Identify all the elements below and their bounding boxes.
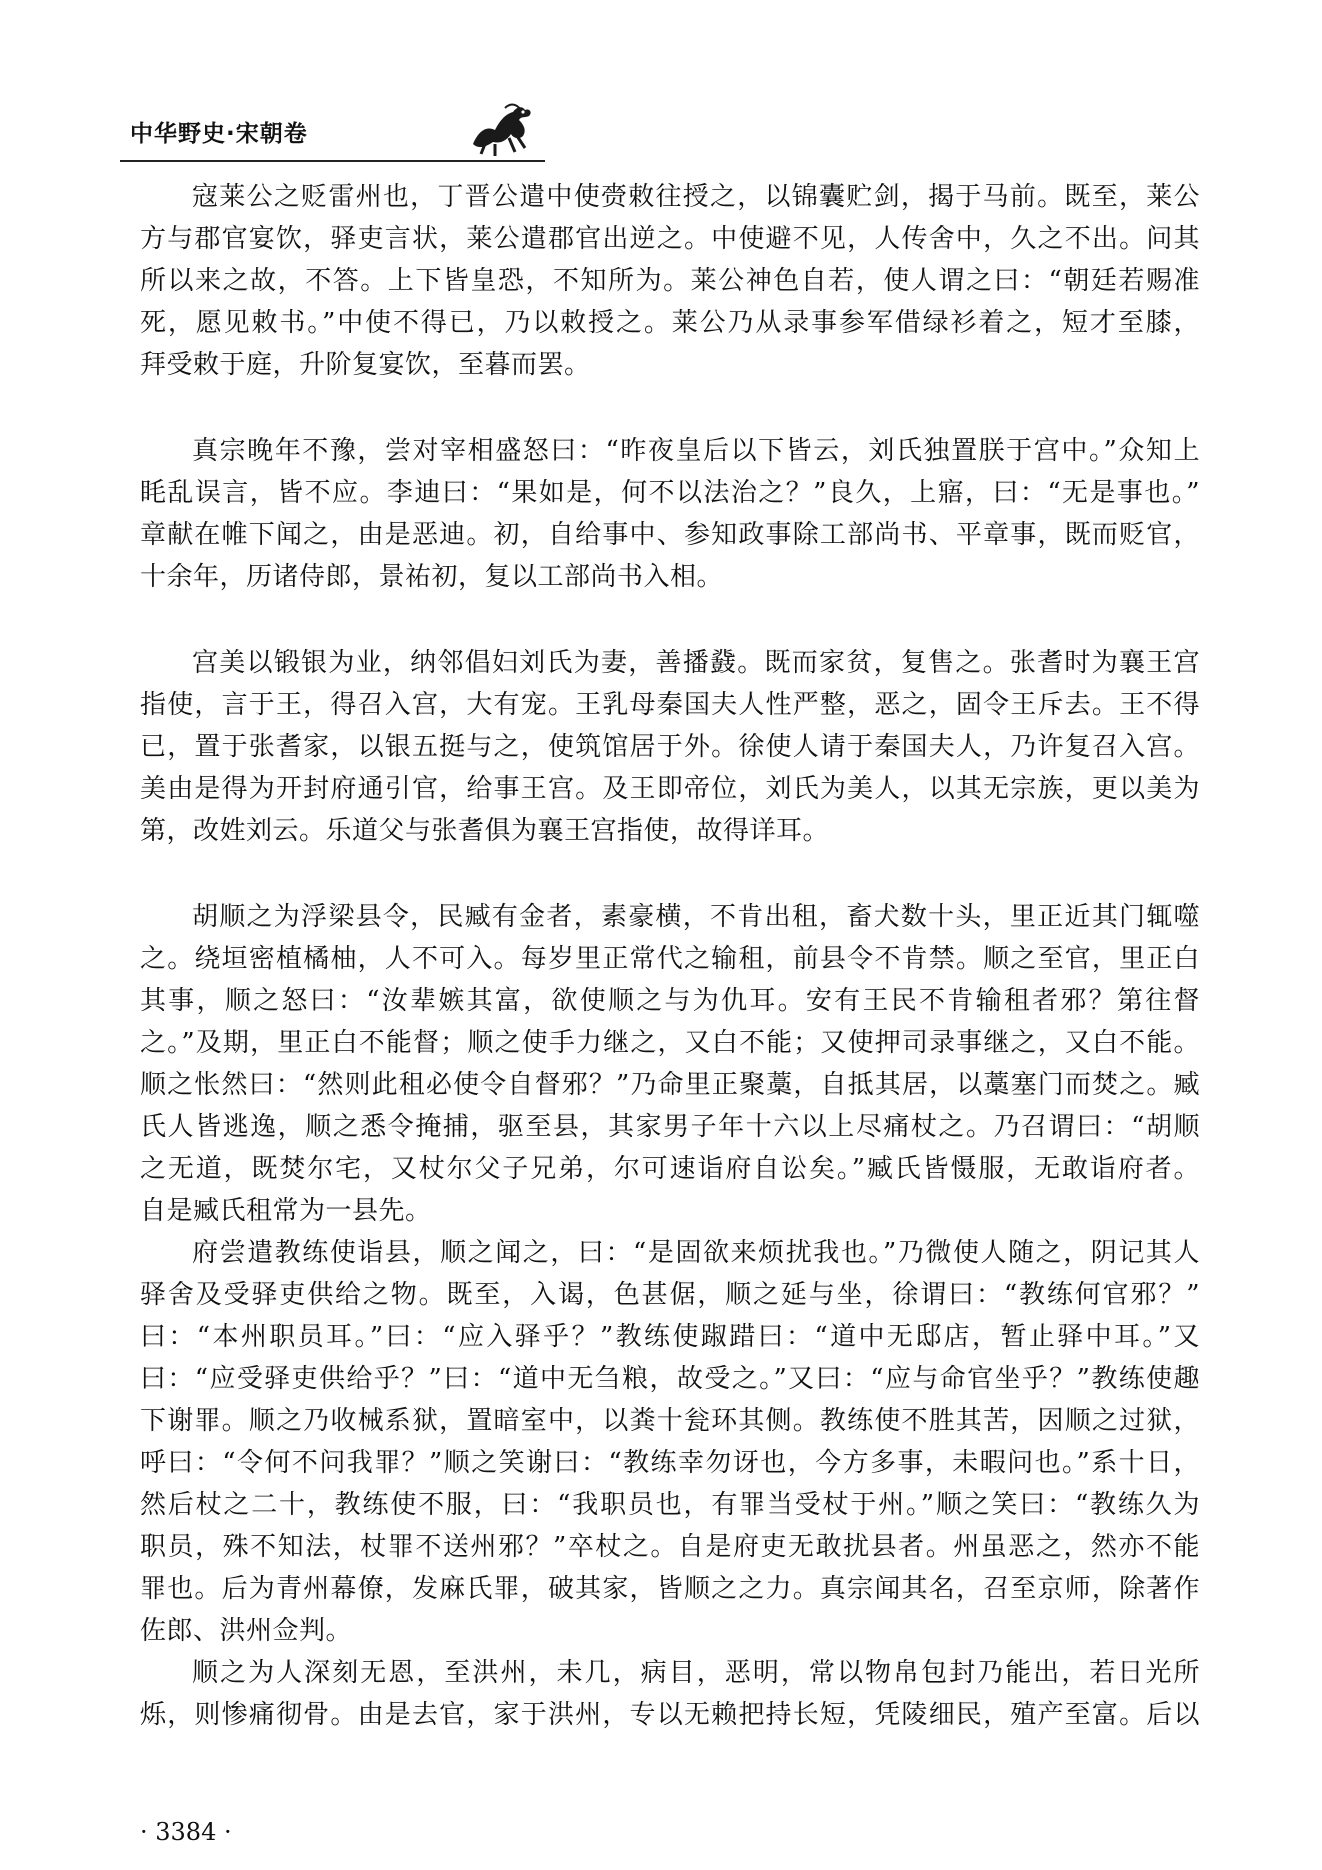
text-line: 寇莱公之贬雷州也，丁晋公遣中使赍敕往授之，以锦囊贮剑，揭于马前。既至，莱公 (192, 182, 1200, 212)
text-line: 真宗晚年不豫，尝对宰相盛怒曰：“昨夜皇后以下皆云，刘氏独置朕于宫中。”众知上 (192, 436, 1200, 466)
text-line: 之。绕垣密植橘柚，人不可入。每岁里正常代之输租，前县令不肯禁。顺之至官，里正白 (140, 944, 1200, 974)
text-line: 其事，顺之怒曰：“汝辈嫉其富，欲使顺之与为仇耳。安有王民不肯输租者邪？第往督 (140, 986, 1200, 1016)
text-line: 美由是得为开封府通引官，给事王宫。及王即帝位，刘氏为美人，以其无宗族，更以美为 (140, 774, 1200, 804)
text-line: 眊乱误言，皆不应。李迪曰：“果如是，何不以法治之？”良久，上寤，曰：“无是事也。” (140, 478, 1200, 508)
paragraph (140, 1652, 1200, 1736)
paragraph (140, 642, 1200, 852)
text-line: 已，置于张耆家，以银五挺与之，使筑馆居于外。徐使人请于秦国夫人，乃许复召入宫。 (140, 732, 1200, 762)
header-rule (120, 160, 545, 162)
text-line: 呼曰：“令何不问我罪？”顺之笑谢曰：“教练幸勿讶也，今方多事，未暇问也。”系十日， (140, 1448, 1200, 1478)
text-line: 顺之为人深刻无恩，至洪州，未几，病目，恶明，常以物帛包封乃能出，若日光所 (192, 1658, 1200, 1688)
paragraph (140, 176, 1200, 386)
paragraph (140, 1232, 1200, 1652)
paragraph (140, 896, 1200, 1232)
book-title: 中华野史·宋朝卷 (130, 121, 308, 147)
text-line: 职员，殊不知法，杖罪不送州邪？”卒杖之。自是府吏无敢扰县者。州虽恶之，然亦不能 (140, 1532, 1200, 1562)
text-line: 烁，则惨痛彻骨。由是去官，家于洪州，专以无赖把持长短，凭陵细民，殖产至富。后以 (140, 1700, 1200, 1730)
text-line: 驿舍及受驿吏供给之物。既至，入谒，色甚倨，顺之延与坐，徐谓曰：“教练何官邪？” (140, 1280, 1200, 1310)
text-line: 然后杖之二十，教练使不服，曰：“我职员也，有罪当受杖于州。”顺之笑曰：“教练久为 (140, 1490, 1200, 1520)
text-line: 第，改姓刘云。乐道父与张耆俱为襄王宫指使，故得详耳。 (140, 816, 830, 846)
text-line: 胡顺之为浮梁县令，民臧有金者，素豪横，不肯出租，畜犬数十头，里正近其门辄噬 (192, 902, 1200, 932)
page-number: · 3384 · (140, 1818, 232, 1846)
text-line: 下谢罪。顺之乃收械系狱，置暗室中，以粪十瓮环其侧。教练使不胜其苦，因顺之过狱， (140, 1406, 1200, 1436)
text-line: 十余年，历诸侍郎，景祐初，复以工部尚书入相。 (140, 562, 724, 592)
text-line: 曰：“本州职员耳。”曰：“应入驿乎？”教练使踧踖曰：“道中无邸店，暂止驿中耳。”又 (140, 1322, 1200, 1352)
text-line: 章献在帷下闻之，由是恶迪。初，自给事中、参知政事除工部尚书、平章事，既而贬官， (140, 520, 1200, 550)
text-line: 方与郡官宴饮，驿吏言状，莱公遣郡官出逆之。中使避不见，人传舍中，久之不出。问其 (140, 224, 1200, 254)
text-line: 宫美以锻银为业，纳邻倡妇刘氏为妻，善播鼗。既而家贫，复售之。张耆时为襄王宫 (192, 648, 1200, 678)
running-header (130, 100, 542, 158)
text-line: 拜受敕于庭，升阶复宴饮，至暮而罢。 (140, 350, 591, 380)
paragraph (140, 430, 1200, 598)
text-line: 佐郎、洪州佥判。 (140, 1616, 353, 1646)
text-line: 之无道，既焚尔宅，又杖尔父子兄弟，尔可速诣府自讼矣。”臧氏皆慑服，无敢诣府者。 (140, 1154, 1200, 1184)
text-line: 所以来之故，不答。上下皆皇恐，不知所为。莱公神色自若，使人谓之曰：“朝廷若赐准 (140, 266, 1200, 296)
dragon-emblem-icon (465, 100, 537, 158)
text-line: 府尝遣教练使诣县，顺之闻之，曰：“是固欲来烦扰我也。”乃微使人随之，阴记其人 (192, 1238, 1200, 1268)
text-line: 氏人皆逃逸，顺之悉令掩捕，驱至县，其家男子年十六以上尽痛杖之。乃召谓曰：“胡顺 (140, 1112, 1200, 1142)
text-line: 指使，言于王，得召入宫，大有宠。王乳母秦国夫人性严整，恶之，固令王斥去。王不得 (140, 690, 1200, 720)
text-line: 曰：“应受驿吏供给乎？”曰：“道中无刍粮，故受之。”又曰：“应与命官坐乎？”教练使趣 (140, 1364, 1200, 1394)
text-line: 顺之怅然曰：“然则此租必使令自督邪？”乃命里正聚藁，自抵其居，以藁塞门而焚之。臧 (140, 1070, 1200, 1100)
text-line: 自是臧氏租常为一县先。 (140, 1196, 432, 1226)
text-line: 之。”及期，里正白不能督；顺之使手力继之，又白不能；又使押司录事继之，又白不能。 (140, 1028, 1200, 1058)
text-line: 罪也。后为青州幕僚，发麻氏罪，破其家，皆顺之之力。真宗闻其名，召至京师，除著作 (140, 1574, 1200, 1604)
text-line: 死，愿见敕书。”中使不得已，乃以敕授之。莱公乃从录事参军借绿衫着之，短才至膝， (140, 308, 1200, 338)
